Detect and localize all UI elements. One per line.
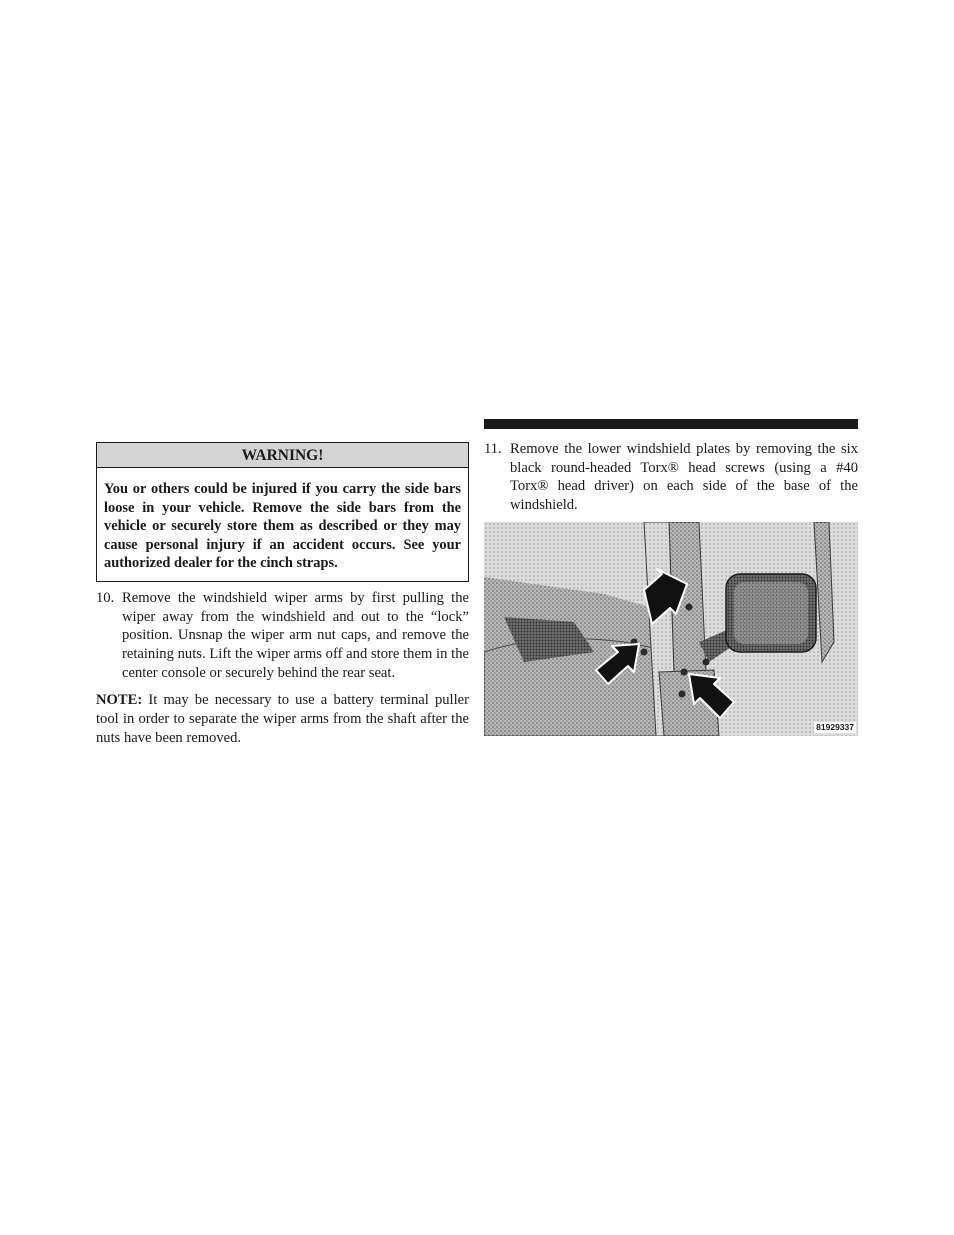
step-number: 10.	[96, 589, 115, 606]
step-10	[96, 589, 469, 683]
left-column	[96, 442, 469, 748]
note-text: It may be necessary to use a battery terminal puller tool in order to separate the wiper arms from the shaft after the nuts have been removed.	[96, 692, 469, 746]
warning-text: You or others could be injured if you carry the side bars loose in your vehicle. Remove the side bars from the vehicle or securely store them as described or they may cause personal injury if an accident occurs. See your authorized dealer for the cinch straps.	[104, 481, 461, 572]
section-header-bar	[484, 419, 858, 429]
step-number: 11.	[484, 441, 502, 457]
step-text: Remove the windshield wiper arms by first pulling the wiper away from the windshield and out to the “lock” position. Unsnap the wiper arm nut caps, and remove the retaining nuts. Lift the wiper arms off and store them in the center console or securely behind the rear seat.	[122, 589, 469, 681]
warning-box	[96, 442, 469, 582]
step-11	[484, 440, 858, 515]
note-paragraph	[96, 691, 469, 747]
right-column	[484, 419, 858, 736]
jeep-windshield-base-image	[484, 522, 858, 736]
step-text: Remove the lower windshield plates by removing the six black round-headed Torx® head screws (using a #40 Torx® head driver) on each side of the base of the windshield.	[510, 441, 858, 514]
windshield-screws-illustration	[484, 522, 858, 736]
figure-code: 81929337	[816, 721, 854, 732]
warning-title: WARNING!	[97, 443, 468, 468]
note-label: NOTE:	[96, 692, 143, 709]
